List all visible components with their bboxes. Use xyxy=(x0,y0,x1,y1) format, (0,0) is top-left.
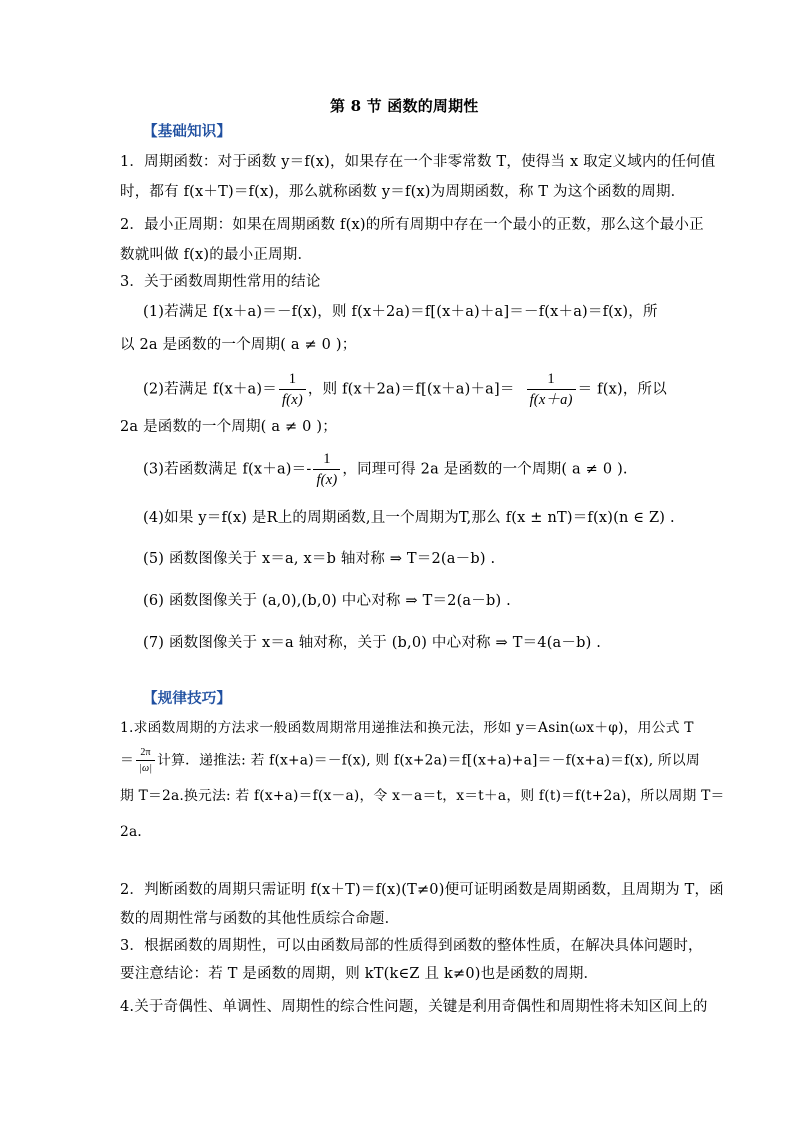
tips-1-equals: ＝ xyxy=(120,752,134,769)
conclusion-2-line2: 2a 是函数的一个周期( a ≠ 0 )； xyxy=(120,419,337,435)
fraction-denominator: |ω| xyxy=(136,760,155,774)
conclusion-1-line2: 以 2a 是函数的一个周期( a ≠ 0 )； xyxy=(120,337,357,353)
fraction-denominator: f(x) xyxy=(313,469,340,488)
conclusion-1-line1: (1)若满足 f(x＋a)＝－f(x)，则 f(x＋2a)＝f[(x＋a)＋a]＝－f(x＋a)＝f(x)，所 xyxy=(143,304,658,320)
tips-1-line4: 2a． xyxy=(120,824,152,840)
conclusion-5: (5) 函数图像关于 x＝a, x＝b 轴对称 ⇒ T＝2(a－b) . xyxy=(143,551,496,567)
conclusion-2-middle: ，则 f(x＋2a)＝f[(x＋a)＋a]＝ xyxy=(307,381,515,398)
conclusion-3-prefix: (3)若函数满足 f(x＋a)＝- xyxy=(143,461,312,478)
fraction-denominator: f(x＋a) xyxy=(527,389,576,408)
tips-3-line2: 要注意结论：若 T 是函数的周期，则 kT(k∈Z 且 k≠0)也是函数的周期． xyxy=(120,966,599,982)
tips-2-line2: 数的周期性常与函数的其他性质综合命题． xyxy=(120,911,400,927)
conclusion-6: (6) 函数图像关于 (a,0),(b,0) 中心对称 ⇒ T＝2(a－b) . xyxy=(143,593,511,609)
section-heading-basics: 【基础知识】 xyxy=(143,123,232,140)
page-title: 第 8 节 函数的周期性 xyxy=(330,97,479,115)
conclusion-2-suffix: ＝ f(x)，所以 xyxy=(577,381,667,398)
basics-p2-line1: 2．最小正周期：如果在周期函数 f(x)的所有周期中存在一个最小的正数，那么这个最小正 xyxy=(120,217,704,233)
basics-p1-line1: 1．周期函数：对于函数 y＝f(x)，如果存在一个非零常数 T，使得当 x 取定义域内的任何值 xyxy=(120,154,716,170)
basics-p2-line2: 数就叫做 f(x)的最小正周期． xyxy=(120,247,313,263)
tips-4-line1: 4.关于奇偶性、单调性、周期性的综合性问题，关键是利用奇偶性和周期性将未知区间上的 xyxy=(120,999,708,1015)
conclusion-3 xyxy=(143,452,628,487)
basics-p1-line2: 时，都有 f(x＋T)＝f(x)，那么就称函数 y＝f(x)为周期函数，称 T 为这个函数的周期． xyxy=(120,184,686,200)
basics-p3: 3．关于函数周期性常用的结论 xyxy=(120,274,321,290)
tips-1-line2-text: 计算．递推法: 若 f(x+a)＝－f(x), 则 f(x+2a)＝f[(x+a)+a]＝－f(x+a)＝f(x), 所以周 xyxy=(157,752,700,769)
tips-1-line3: 期 T＝2a.换元法: 若 f(x+a)＝f(x－a)，令 x－a＝t，x＝t＋a，则 f(t)＝f(t+2a)，所以周期 T＝ xyxy=(120,788,725,804)
conclusion-3-suffix: ，同理可得 2a 是函数的一个周期( a ≠ 0 ). xyxy=(342,461,628,478)
conclusion-2-fraction-2 xyxy=(527,372,576,407)
conclusion-2-fraction-1 xyxy=(279,372,306,407)
tips-3-line1: 3．根据函数的周期性，可以由函数局部的性质得到函数的整体性质，在解决具体问题时， xyxy=(120,938,703,954)
conclusion-4: (4)如果 y＝f(x) 是R上的周期函数,且一个周期为T,那么 f(x ± nT)＝f(x)(n ∈ Z) . xyxy=(143,510,675,526)
section-heading-tips: 【规律技巧】 xyxy=(143,690,232,707)
conclusion-3-fraction xyxy=(313,452,340,487)
fraction-numerator: 1 xyxy=(288,371,297,387)
fraction-numerator: 2π xyxy=(140,747,151,758)
fraction-numerator: 1 xyxy=(547,371,555,387)
conclusion-2-line1 xyxy=(143,372,667,407)
tips-1-fraction xyxy=(136,748,155,774)
conclusion-2-prefix: (2)若满足 f(x＋a)＝ xyxy=(143,381,277,398)
conclusion-7: (7) 函数图像关于 x＝a 轴对称，关于 (b,0) 中心对称 ⇒ T＝4(a－b) . xyxy=(143,635,602,651)
fraction-denominator: f(x) xyxy=(279,389,306,408)
tips-1-line2 xyxy=(120,748,700,774)
tips-2-line1: 2．判断函数的周期只需证明 f(x＋T)＝f(x)(T≠0)便可证明函数是周期函数，且周期为 T，函 xyxy=(120,882,724,898)
fraction-numerator: 1 xyxy=(323,451,331,467)
tips-1-line1: 1.求函数周期的方法求一般函数周期常用递推法和换元法，形如 y＝Asin(ωx＋φ)，用公式 T xyxy=(120,720,694,736)
